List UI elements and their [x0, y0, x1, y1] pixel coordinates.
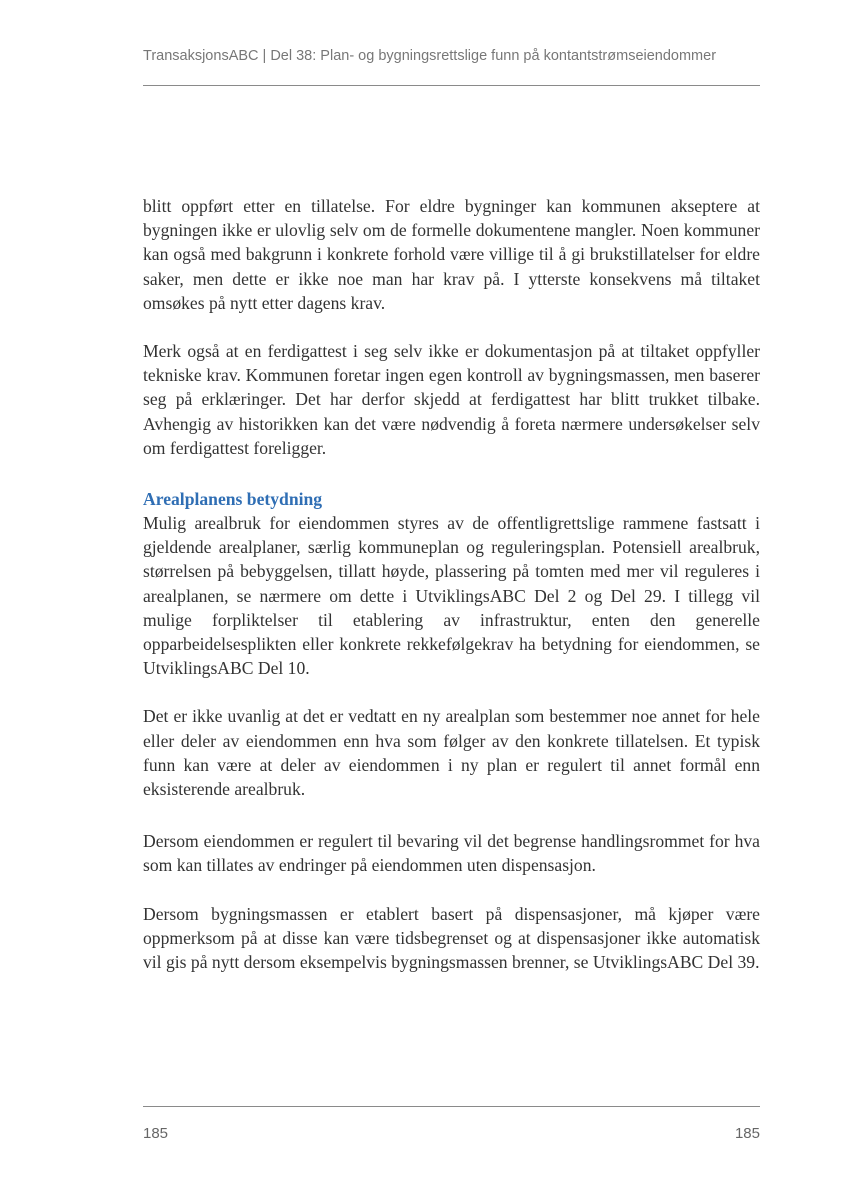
paragraph-6: Dersom bygningsmassen er etablert basert på dispensasjoner, må kjøper være oppmerksom på at disse kan være tidsbegrenset og at dispensasjoner ikke automatisk vil gis på nytt dersom eksempelvis bygningsmassen brenner, se UtviklingsABC Del 39. — [143, 903, 760, 973]
paragraph-4: Det er ikke uvanlig at det er vedtatt en ny arealplan som bestemmer noe annet for hele eller deler av eiendommen enn hva som følger av den konkrete tillatelsen. Et typisk funn kan være at deler av eiendommen i ny plan er regulert til annet formål enn eksisterende arealbruk. — [143, 706, 760, 800]
section-heading: Arealplanens betydning — [143, 489, 323, 510]
page-number-right: 185 — [734, 1125, 760, 1142]
paragraph-2: Merk også at en ferdigattest i seg selv ikke er dokumentasjon på at tiltaket oppfyller tekniske krav. Kommunen foretar ingen egen kontroll av bygningsmassen, men baserer seg på erklæringer. Det har derfor skjedd at ferdigattest har blitt trukket tilbake. Avhengig av historikken kan det være nødvendig å foreta nærmere undersøkelser selv om ferdigattest foreligger. — [143, 341, 760, 458]
paragraph-1: blitt oppført etter en tillatelse. For eldre bygninger kan kommunen akseptere at bygningen ikke er ulovlig selv om de formelle dokumentene mangler. Noen kommuner kan også med bakgrunn i konkrete forhold være villige til å gi brukstillatelser for eldre saker, men dette er ikke noe man har krav på. I ytterste konsekvens må tiltaket omsøkes på nytt etter dagens krav. — [143, 196, 760, 313]
paragraph-3: Mulig arealbruk for eiendommen styres av de offentligrettslige rammene fastsatt i gjeldende arealplaner, særlig kommuneplan og reguleringsplan. Potensiell arealbruk, størrelsen på bebyggelsen, tillatt høyde, plassering på tomten med mer vil reguleres i arealplanen, se nærmere om dette i UtviklingsABC Del 2 og Del 29. I tillegg vil mulige forpliktelser til etablering av infrastruktur, enten den generelle opparbeidelsesplikten eller konkrete rekkefølgekrav ha betydning for eiendommen, se UtviklingsABC Del 10. — [143, 513, 760, 679]
footer-divider — [143, 1106, 760, 1107]
page-body — [143, 194, 760, 974]
header-divider — [143, 85, 760, 86]
page-number-left: 185 — [143, 1125, 169, 1142]
running-header: TransaksjonsABC | Del 38: Plan- og bygningsrettslige funn på kontantstrømseiendommer — [143, 48, 717, 64]
paragraph-5: Dersom eiendommen er regulert til bevaring vil det begrense handlingsrommet for hva som kan tillates av endringer på eiendommen uten dispensasjon. — [143, 831, 760, 876]
